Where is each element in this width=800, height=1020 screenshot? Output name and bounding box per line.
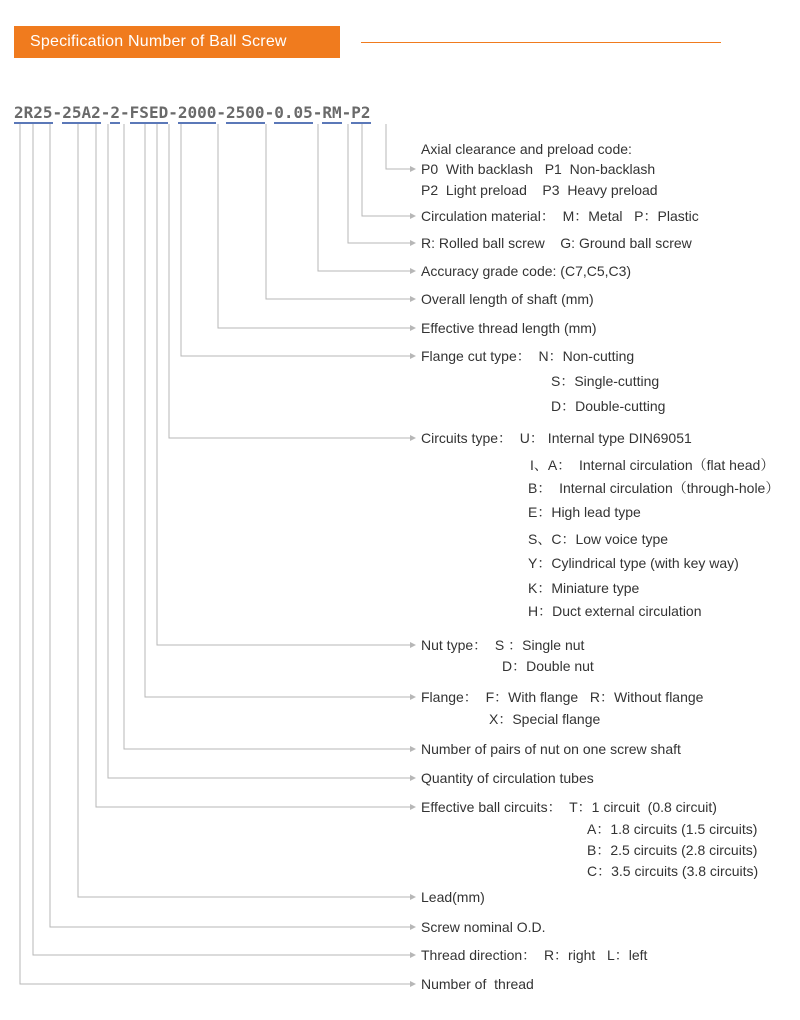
arrow-icon bbox=[410, 775, 416, 781]
leader-line-flange-cut bbox=[181, 124, 410, 356]
code-accuracy: 0.05 bbox=[274, 103, 313, 122]
nominal-od-label: Screw nominal O.D. bbox=[421, 919, 546, 935]
code-nut-type: S bbox=[139, 103, 149, 122]
ball-circuits-b: B：2.5 circuits (2.8 circuits) bbox=[587, 842, 758, 858]
code-preload: P2 bbox=[351, 103, 371, 122]
code-effective-length: 2000 bbox=[177, 103, 217, 122]
ball-circuits-c: C：3.5 circuits (3.8 circuits) bbox=[587, 863, 759, 879]
code-lead: 25 bbox=[62, 103, 82, 122]
arrow-icon bbox=[410, 325, 416, 331]
arrow-icon bbox=[410, 435, 416, 441]
leader-line-rolled-ground bbox=[348, 124, 410, 243]
flange-title: Flange： F：With flange R：Without flange bbox=[421, 689, 704, 705]
leader-line-ball-circuits bbox=[96, 124, 410, 807]
code-dash: - bbox=[312, 103, 323, 122]
accuracy-grade-label: Accuracy grade code: (C7,C5,C3) bbox=[421, 263, 632, 279]
arrow-icon bbox=[410, 213, 416, 219]
flange-special: X：Special flange bbox=[489, 711, 601, 727]
code-flange-cut: D bbox=[158, 103, 169, 122]
nut-type-double: D：Double nut bbox=[502, 658, 594, 674]
code-circuits-type: E bbox=[148, 103, 159, 122]
leader-line-preload bbox=[386, 124, 410, 169]
arrow-icon bbox=[410, 166, 416, 172]
thread-count-label: Number of thread bbox=[421, 976, 534, 992]
code-tubes: 2 bbox=[91, 103, 101, 122]
flange-cut-double: D：Double-cutting bbox=[551, 398, 666, 414]
leader-line-lead bbox=[78, 124, 410, 897]
circulation-material-label: Circulation material： M：Metal P：Plastic bbox=[421, 208, 699, 224]
arrow-icon bbox=[410, 268, 416, 274]
code-dash: - bbox=[216, 103, 227, 122]
circulation-tubes-label: Quantity of circulation tubes bbox=[421, 770, 594, 786]
leader-line-effective-length bbox=[218, 124, 410, 328]
arrow-icon bbox=[410, 353, 416, 359]
leader-line-direction bbox=[33, 124, 410, 955]
circuits-type-k: K：Miniature type bbox=[528, 580, 640, 596]
nut-type-title: Nut type： S ：Single nut bbox=[421, 637, 585, 653]
code-dash: - bbox=[168, 103, 178, 122]
axial-clearance-title: Axial clearance and preload code: bbox=[421, 141, 632, 157]
leader-line-overall-length bbox=[266, 124, 410, 299]
leader-line-tubes bbox=[108, 124, 410, 778]
arrow-icon bbox=[410, 694, 416, 700]
flange-cut-title: Flange cut type： N：Non-cutting bbox=[421, 348, 635, 364]
code-nominal-od: 25 bbox=[33, 103, 53, 122]
overall-length-label: Overall length of shaft (mm) bbox=[421, 291, 594, 307]
axial-clearance-row-2: P2 Light preload P3 Heavy preload bbox=[421, 182, 658, 198]
circuits-type-sc: S、C：Low voice type bbox=[528, 531, 669, 547]
code-dash: - bbox=[52, 103, 63, 122]
code-rolled-material: RM bbox=[322, 103, 342, 122]
code-pairs: 2 bbox=[110, 103, 121, 122]
flange-cut-single: S：Single-cutting bbox=[551, 373, 660, 389]
code-ball-circuits: A bbox=[81, 103, 92, 122]
axial-clearance-row-1: P0 With backlash P1 Non-backlash bbox=[421, 161, 656, 177]
leader-line-accuracy bbox=[318, 124, 410, 271]
circuits-type-h: H：Duct external circulation bbox=[528, 603, 702, 619]
lead-label: Lead(mm) bbox=[421, 889, 485, 905]
circuits-type-title: Circuits type： U： Internal type DIN69051 bbox=[421, 430, 692, 446]
leader-line-pairs bbox=[124, 124, 410, 749]
code-dash: - bbox=[100, 103, 111, 122]
leader-line-circuits-type bbox=[169, 124, 410, 438]
arrow-icon bbox=[410, 642, 416, 648]
ball-circuits-a: A：1.8 circuits (1.5 circuits) bbox=[587, 821, 758, 837]
circuits-type-e: E：High lead type bbox=[528, 504, 641, 520]
rolled-ground-label: R: Rolled ball screw G: Ground ball screw bbox=[421, 235, 692, 251]
arrow-icon bbox=[410, 296, 416, 302]
code-overall-length: 2500 bbox=[226, 103, 265, 122]
thread-direction-label: Thread direction： R：right L：left bbox=[421, 947, 648, 963]
code-dash: - bbox=[341, 103, 352, 122]
leader-line-flange bbox=[145, 124, 410, 697]
code-dash: - bbox=[120, 103, 130, 122]
ball-circuits-title: Effective ball circuits： T：1 circuit (0.8 circuit) bbox=[421, 799, 717, 815]
arrow-icon bbox=[410, 240, 416, 246]
circuits-type-y: Y：Cylindrical type (with key way) bbox=[528, 555, 739, 571]
arrow-icon bbox=[410, 804, 416, 810]
circuits-type-b: B： Internal circulation（through-hole） bbox=[528, 480, 780, 496]
section-title: Specification Number of Ball Screw bbox=[30, 33, 287, 50]
code-dash: - bbox=[264, 103, 275, 122]
leader-line-nut-type bbox=[157, 124, 410, 645]
code-flange: F bbox=[129, 103, 140, 122]
circuits-type-ia: I、A： Internal circulation（flat head） bbox=[530, 457, 775, 473]
arrow-icon bbox=[410, 952, 416, 958]
arrow-icon bbox=[410, 924, 416, 930]
arrow-icon bbox=[410, 746, 416, 752]
effective-length-label: Effective thread length (mm) bbox=[421, 320, 597, 336]
arrow-icon bbox=[410, 894, 416, 900]
code-thread-count: 2 bbox=[14, 103, 24, 122]
arrow-icon bbox=[410, 981, 416, 987]
pairs-of-nut-label: Number of pairs of nut on one screw shaft bbox=[421, 741, 681, 757]
code-direction: R bbox=[23, 103, 34, 122]
